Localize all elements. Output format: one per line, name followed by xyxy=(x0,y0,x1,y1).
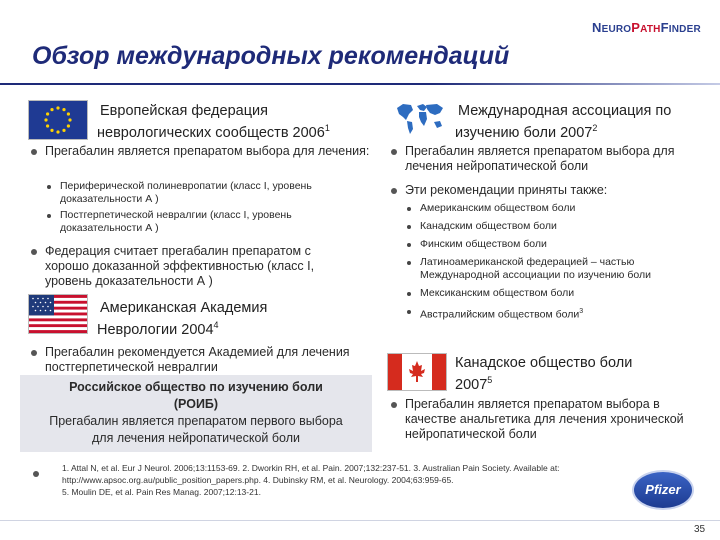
sub-bullet-icon xyxy=(47,185,51,189)
efns-sub-2: Постгерпетической невралгии (класс I, уровень доказательности А ) xyxy=(60,209,360,235)
bullet-icon xyxy=(31,350,37,356)
reference-line-3: 5. Moulin DE, et al. Pain Res Manag. 2007;12:13-21. xyxy=(62,487,261,497)
bullet-icon xyxy=(31,249,37,255)
roib-line3: Прегабалин является препаратом первого выбора xyxy=(49,414,343,428)
page-number: 35 xyxy=(694,524,706,535)
aan-heading-line1: Американская Академия xyxy=(100,300,268,316)
aan-heading-line2: Неврологии 2004 xyxy=(97,321,214,338)
roib-line4: для лечения нейропатической боли xyxy=(92,431,300,445)
efns-bullet-1: Прегабалин является препаратом выбора для лечения: xyxy=(45,144,370,159)
cps-heading-line2: 2007 xyxy=(455,376,488,393)
iasp-bullet-2: Эти рекомендации приняты также: xyxy=(405,183,710,198)
page-title: Обзор международных рекомендаций xyxy=(32,42,510,70)
footer-bullet-icon xyxy=(33,471,39,477)
iasp-sub-5: Мексиканским обществом боли xyxy=(420,287,700,300)
aan-bullet-1: Прегабалин рекомендуется Академией для лечения постгерпетической невралгии xyxy=(45,345,355,375)
title-divider xyxy=(0,83,720,85)
cps-heading-line1: Канадское общество боли xyxy=(455,355,633,371)
world-map-icon xyxy=(393,98,445,136)
iasp-heading-line2: изучению боли 2007 xyxy=(455,124,593,141)
efns-heading-line1: Европейская федерация xyxy=(100,103,268,119)
efns-bullet-2: Федерация считает прегабалин препаратом с хорошо доказанной эффективностью (класс I, уровень доказательности А ) xyxy=(45,244,355,289)
iasp-sub-1: Американским обществом боли xyxy=(420,202,700,215)
footer-divider xyxy=(0,520,720,521)
neuropathfinder-logo: NEUROPATHFINDER xyxy=(592,20,701,35)
reference-line-1: 1. Attal N, et al. Eur J Neurol. 2006;13:1153-69. 2. Dworkin RH, et al. Pain. 2007;132:237-51. 3. Australian Pain Society. Available at: xyxy=(62,463,560,473)
bullet-icon xyxy=(391,188,397,194)
roib-line1: Российское общество по изучению боли xyxy=(69,380,323,394)
sub-bullet-icon xyxy=(407,261,411,265)
sub-bullet-icon xyxy=(407,225,411,229)
iasp-sub-4: Латиноамериканской федерацией – частью Международной ассоциации по изучению боли xyxy=(420,256,700,282)
cps-bullet-1: Прегабалин является препаратом выбора в качестве анальгетика для лечения хронической нейропатической боли xyxy=(405,397,705,442)
efns-heading-line2: неврологических сообществ 2006 xyxy=(97,124,325,141)
canada-flag-icon xyxy=(387,353,447,391)
bullet-icon xyxy=(31,149,37,155)
aan-ref: 4 xyxy=(213,320,219,330)
references xyxy=(62,462,622,498)
efns-sub-1: Периферической полиневропатии (класс I, уровень доказательности А ) xyxy=(60,180,360,206)
sub-bullet-icon xyxy=(407,207,411,211)
sub-bullet-icon xyxy=(407,310,411,314)
iasp-ref: 2 xyxy=(592,123,598,133)
reference-line-2: http://www.apsoc.org.au/public_position_papers.php. 4. Dubinsky RM, et al. Neurology. 2004;63:959-65. xyxy=(62,475,454,485)
sub-bullet-icon xyxy=(407,292,411,296)
iasp-sub-6: Австралийским обществом боли$^3$ xyxy=(420,305,700,322)
bullet-icon xyxy=(391,149,397,155)
aan-heading xyxy=(97,300,387,339)
us-flag-icon xyxy=(28,294,88,334)
roib-line2: (РОИБ) xyxy=(173,397,219,411)
iasp-heading-line1: Международная ассоциация по xyxy=(458,103,672,119)
sub-bullet-icon xyxy=(407,243,411,247)
roib-box xyxy=(20,375,372,452)
iasp-sub-3: Финским обществом боли xyxy=(420,238,700,251)
cps-ref: 5 xyxy=(487,375,493,385)
iasp-heading xyxy=(455,103,717,142)
cps-heading xyxy=(455,355,710,394)
iasp-bullet-1: Прегабалин является препаратом выбора для лечения нейропатической боли xyxy=(405,144,710,174)
efns-ref: 1 xyxy=(324,123,330,133)
iasp-sub-2: Канадским обществом боли xyxy=(420,220,700,233)
iasp-sub-ref: 3 xyxy=(579,308,584,315)
bullet-icon xyxy=(391,402,397,408)
eu-flag-icon xyxy=(28,100,88,140)
efns-heading xyxy=(97,103,387,142)
pfizer-logo: Pfizer xyxy=(632,470,694,510)
sub-bullet-icon xyxy=(47,214,51,218)
